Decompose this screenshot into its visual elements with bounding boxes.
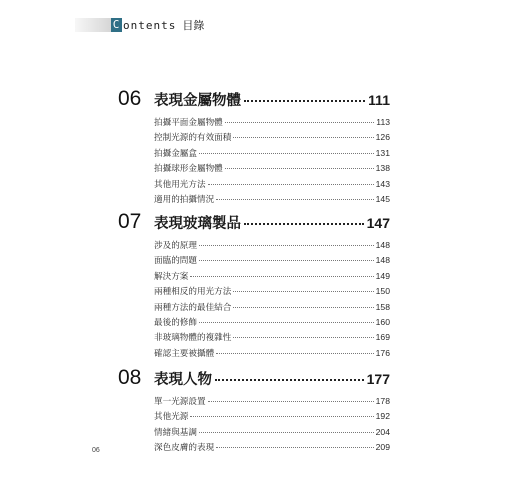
entry-title: 面臨的問題 — [154, 256, 197, 267]
chapter-entry-list — [154, 239, 390, 362]
chapter-page-number: 111 — [368, 92, 390, 108]
chapter-title: 表現金屬物體 — [154, 93, 241, 109]
entry-page-number: 178 — [375, 396, 390, 406]
dot-leader — [216, 353, 373, 354]
dot-leader — [233, 137, 373, 138]
entry-page-number: 192 — [375, 411, 390, 422]
entry-title: 涉及的原理 — [154, 241, 197, 251]
entry-page-number: 149 — [375, 270, 390, 281]
dot-leader — [244, 223, 364, 225]
toc-entry[interactable] — [154, 193, 390, 208]
toc-entry[interactable] — [154, 316, 390, 331]
entry-title: 非玻璃物體的複雜性 — [154, 333, 232, 344]
dot-leader — [233, 291, 373, 292]
entry-page-number: 145 — [375, 193, 390, 204]
chapter-page-number: 147 — [366, 215, 390, 231]
toc-entry[interactable] — [154, 116, 390, 131]
contents-zh-label: 目錄 — [182, 19, 205, 32]
toc-entry[interactable] — [154, 178, 390, 193]
dot-leader — [225, 168, 374, 169]
toc-entry[interactable] — [154, 254, 390, 269]
entry-title: 拍攝金屬盒 — [154, 148, 197, 159]
page-number: 06 — [92, 447, 100, 454]
entry-title: 拍攝球形金屬物體 — [154, 164, 223, 175]
dot-leader — [199, 432, 374, 433]
entry-title: 兩種方法的最佳結合 — [154, 302, 232, 313]
entry-title: 其他光源 — [154, 412, 189, 423]
entry-page-number: 209 — [375, 442, 390, 453]
toc-entry[interactable] — [154, 426, 390, 441]
entry-page-number: 158 — [375, 301, 390, 312]
dot-leader — [233, 337, 373, 338]
chapter-number: 06 — [118, 87, 142, 110]
chapter-page-number: 177 — [366, 371, 390, 387]
dot-leader — [216, 199, 373, 200]
dot-leader — [199, 322, 374, 323]
entry-page-number: 150 — [375, 286, 390, 297]
dot-leader — [216, 447, 373, 448]
chapter-number: 07 — [118, 210, 142, 233]
chapter-heading[interactable] — [118, 87, 390, 111]
header-gradient-band — [75, 18, 111, 32]
dot-leader — [244, 100, 365, 102]
dot-leader — [208, 401, 374, 402]
entry-page-number: 148 — [375, 255, 390, 266]
entry-title: 控制光源的有效面積 — [154, 133, 232, 144]
entry-page-number: 143 — [375, 178, 390, 189]
chapter-number: 08 — [118, 366, 142, 389]
toc-entry[interactable] — [154, 162, 390, 177]
entry-title: 深色皮膚的表現 — [154, 443, 215, 454]
chapter-title: 表現人物 — [154, 372, 212, 388]
dot-leader — [199, 245, 374, 246]
chapter-entry-list — [154, 116, 390, 208]
contents-word: ontents — [123, 18, 177, 32]
toc-entry[interactable] — [154, 270, 390, 285]
toc-entry[interactable] — [154, 131, 390, 146]
entry-title: 兩種相反的用光方法 — [154, 287, 232, 298]
toc-entry[interactable] — [154, 285, 390, 300]
toc-entry[interactable] — [154, 331, 390, 346]
entry-page-number: 138 — [375, 163, 390, 174]
dot-leader — [199, 260, 374, 261]
entry-title: 拍攝平面金屬物體 — [154, 118, 223, 128]
dot-leader — [233, 307, 373, 308]
toc-entry[interactable] — [154, 441, 390, 456]
toc-entry[interactable] — [154, 347, 390, 362]
chapter-title: 表現玻璃製品 — [154, 216, 241, 232]
chapter-entry-list — [154, 395, 390, 457]
chapter-block — [118, 87, 390, 208]
chapter-block — [118, 366, 390, 457]
dot-leader — [190, 276, 373, 277]
entry-page-number: 148 — [375, 240, 390, 250]
entry-page-number: 113 — [376, 117, 390, 127]
dot-leader — [199, 153, 374, 154]
chapter-heading[interactable] — [118, 210, 390, 234]
entry-title: 其他用光方法 — [154, 179, 206, 190]
dot-leader — [225, 122, 375, 123]
chapter-block — [118, 210, 390, 362]
contents-wordmark — [111, 18, 176, 32]
entry-title: 適用的拍攝情況 — [154, 194, 215, 205]
entry-page-number: 176 — [375, 347, 390, 358]
entry-title: 單一光源設置 — [154, 397, 206, 407]
entry-page-number: 169 — [375, 332, 390, 343]
toc-entry[interactable] — [154, 410, 390, 425]
entry-title: 確認主要被攝體 — [154, 348, 215, 359]
toc-entry[interactable] — [154, 147, 390, 162]
dot-leader — [215, 379, 364, 381]
entry-title: 情緒與基調 — [154, 427, 197, 438]
contents-header — [75, 18, 204, 32]
entry-page-number: 204 — [375, 426, 390, 437]
toc-entry[interactable] — [154, 395, 390, 410]
entry-title: 解決方案 — [154, 271, 189, 282]
dot-leader — [208, 184, 374, 185]
entry-page-number: 131 — [375, 147, 390, 158]
entry-page-number: 160 — [375, 316, 390, 327]
chapter-heading[interactable] — [118, 366, 390, 390]
entry-page-number: 126 — [375, 132, 390, 143]
dot-leader — [190, 416, 373, 417]
toc-entry[interactable] — [154, 239, 390, 254]
entry-title: 最後的修飾 — [154, 317, 197, 328]
toc-entry[interactable] — [154, 301, 390, 316]
contents-initial: C — [112, 18, 121, 31]
